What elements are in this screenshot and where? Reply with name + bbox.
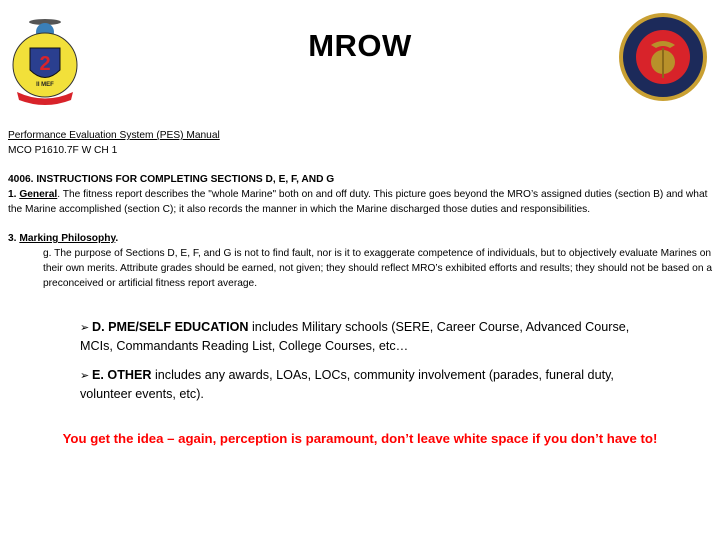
arrow-bullet-icon: ➢ — [80, 370, 90, 382]
svg-text:2: 2 — [39, 53, 51, 75]
general-label: General — [19, 189, 58, 200]
manual-title: Performance Evaluation System (PES) Manual — [8, 130, 220, 141]
bullet-item-other — [80, 366, 640, 403]
general-number: 1. — [8, 189, 20, 200]
pes-manual-excerpt — [8, 128, 713, 291]
arrow-bullet-icon: ➢ — [80, 322, 90, 334]
marking-label: Marking Philosophy — [19, 233, 116, 244]
marking-heading: 3. Marking Philosophy. — [8, 233, 119, 244]
bullet-label: D. PME/SELF EDUCATION — [92, 320, 249, 334]
marking-paragraph: g. The purpose of Sections D, E, F, and G is not to find fault, nor is it to exaggerate competence of individuals, but to objectively evaluate Marines on their own merits. Attribute grades should be earned, not given; they should reflect MRO’s exhibited efforts and results; they should not be based on a preconceived or artificial fitness report average. — [43, 248, 712, 289]
bullet-item-pme — [80, 318, 640, 355]
bullet-text: includes any awards, LOAs, LOCs, community involvement (parades, funeral duty, volunteer events, etc). — [80, 368, 614, 401]
bullet-text: includes Military schools (SERE, Career Course, Advanced Course, MCIs, Commandants Reading List, College Courses, etc… — [80, 320, 630, 353]
slide-title: MROW — [308, 28, 412, 63]
bullet-label: E. OTHER — [92, 368, 152, 382]
manual-reference: MCO P1610.7F W CH 1 — [8, 145, 118, 156]
callout-text: You get the idea – again, perception is paramount, don’t leave white space if you don’t have to! — [62, 431, 658, 446]
general-paragraph — [8, 187, 713, 217]
svg-text:II MEF: II MEF — [36, 82, 54, 88]
usmc-seal-icon — [618, 12, 708, 102]
marking-number: 3. — [8, 233, 20, 244]
section-heading: 4006. INSTRUCTIONS FOR COMPLETING SECTIONS D, E, F, AND G — [8, 174, 335, 185]
general-text: . The fitness report describes the "whole Marine" both on and off duty. This picture goes beyond the MRO’s assigned duties (section B) and what the Marine accomplished (section C); it also records the manner in which the Marine discharged those duties and responsibilities. — [8, 189, 708, 215]
bullet-list — [80, 318, 640, 414]
